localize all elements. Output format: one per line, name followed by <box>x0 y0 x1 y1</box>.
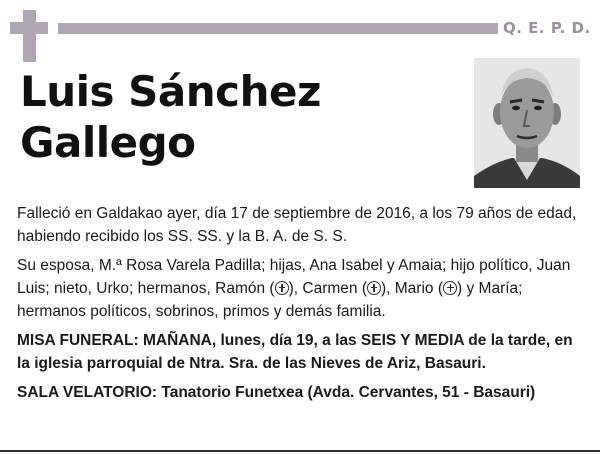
family-text: y María; hermanos políticos, sobrinos, primos y demás familia. <box>17 280 523 320</box>
circled-cross-icon <box>443 281 457 295</box>
name-line-1: Luis Sánchez <box>20 67 321 116</box>
wake-room: SALA VELATORIO: Tanatorio Funetxea (Avda. Cervantes, 51 - Basauri) <box>17 384 536 401</box>
cross-icon-bar <box>10 22 48 34</box>
circled-cross-icon <box>367 281 381 295</box>
circled-cross-icon <box>275 281 289 295</box>
family-text: Su esposa, M.ª Rosa Varela Padilla; hijas, Ana Isabel y Amaia; hijo político, Juan Luis; nieto, Urko; hermanos, Ramón <box>17 257 571 297</box>
deceased-name <box>20 66 321 168</box>
header-band <box>58 23 498 34</box>
qepd-label: Q. E. P. D. <box>503 19 591 37</box>
name-line-2: Gallego <box>20 118 196 167</box>
death-notice: Falleció en Galdakao ayer, día 17 de septiembre de 2016, a los 79 años de edad, habiendo recibido los SS. SS. y la B. A. de S. S. <box>17 205 577 245</box>
portrait-photo <box>474 58 580 188</box>
family-text: , Mario <box>386 280 434 297</box>
cross-icon <box>23 10 36 62</box>
obituary-body <box>17 202 587 410</box>
bottom-rule <box>0 450 600 452</box>
family-text: , Carmen <box>293 280 358 297</box>
family-list: Su esposa, M.ª Rosa Varela Padilla; hijas, Ana Isabel y Amaia; hijo político, Juan Luis; nieto, Urko; hermanos, Ramón ( ), Carmen ( ), Mario ( ) y María; hermanos políticos, sobrinos, primos y demás familia. <box>17 257 571 320</box>
funeral-mass: MISA FUNERAL: MAÑANA, lunes, día 19, a las SEIS Y MEDIA de la tarde, en la iglesia parroquial de Ntra. Sra. de las Nieves de Ariz, Basauri. <box>17 332 573 372</box>
